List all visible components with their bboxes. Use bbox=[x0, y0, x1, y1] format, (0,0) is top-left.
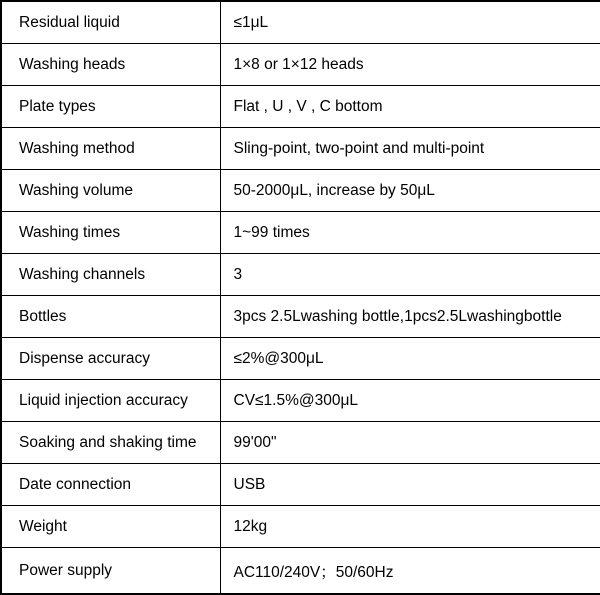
spec-label: Washing heads bbox=[1, 44, 220, 86]
spec-label: Residual liquid bbox=[1, 1, 220, 44]
spec-value: ≤1μL bbox=[220, 1, 600, 44]
spec-label: Washing method bbox=[1, 128, 220, 170]
table-row bbox=[1, 212, 600, 254]
spec-value: 50-2000μL, increase by 50μL bbox=[220, 170, 600, 212]
spec-label: Soaking and shaking time bbox=[1, 422, 220, 464]
spec-value: CV≤1.5%@300μL bbox=[220, 380, 600, 422]
spec-value: 12kg bbox=[220, 506, 600, 548]
spec-label: Bottles bbox=[1, 296, 220, 338]
spec-value: Flat , U , V , C bottom bbox=[220, 86, 600, 128]
table-row bbox=[1, 44, 600, 86]
table-row bbox=[1, 380, 600, 422]
spec-value: 99'00" bbox=[220, 422, 600, 464]
spec-label: Liquid injection accuracy bbox=[1, 380, 220, 422]
table-row bbox=[1, 506, 600, 548]
spec-value: Sling-point, two-point and multi-point bbox=[220, 128, 600, 170]
table-row bbox=[1, 254, 600, 296]
spec-label: Dispense accuracy bbox=[1, 338, 220, 380]
table-row bbox=[1, 464, 600, 506]
table-row bbox=[1, 338, 600, 380]
spec-value: USB bbox=[220, 464, 600, 506]
table-row bbox=[1, 86, 600, 128]
spec-label: Date connection bbox=[1, 464, 220, 506]
spec-value: AC110/240V；50/60Hz bbox=[220, 548, 600, 595]
table-row bbox=[1, 170, 600, 212]
spec-label: Weight bbox=[1, 506, 220, 548]
table-row bbox=[1, 128, 600, 170]
table-row bbox=[1, 422, 600, 464]
spec-label: Plate types bbox=[1, 86, 220, 128]
spec-value: 3pcs 2.5Lwashing bottle,1pcs2.5Lwashingbottle bbox=[220, 296, 600, 338]
spec-value: 1×8 or 1×12 heads bbox=[220, 44, 600, 86]
table-row bbox=[1, 296, 600, 338]
table-row bbox=[1, 1, 600, 44]
spec-label: Washing channels bbox=[1, 254, 220, 296]
spec-label: Washing volume bbox=[1, 170, 220, 212]
table-row bbox=[1, 548, 600, 595]
spec-label: Power supply bbox=[1, 548, 220, 595]
spec-value: 1~99 times bbox=[220, 212, 600, 254]
spec-value: ≤2%@300μL bbox=[220, 338, 600, 380]
spec-value: 3 bbox=[220, 254, 600, 296]
spec-label: Washing times bbox=[1, 212, 220, 254]
